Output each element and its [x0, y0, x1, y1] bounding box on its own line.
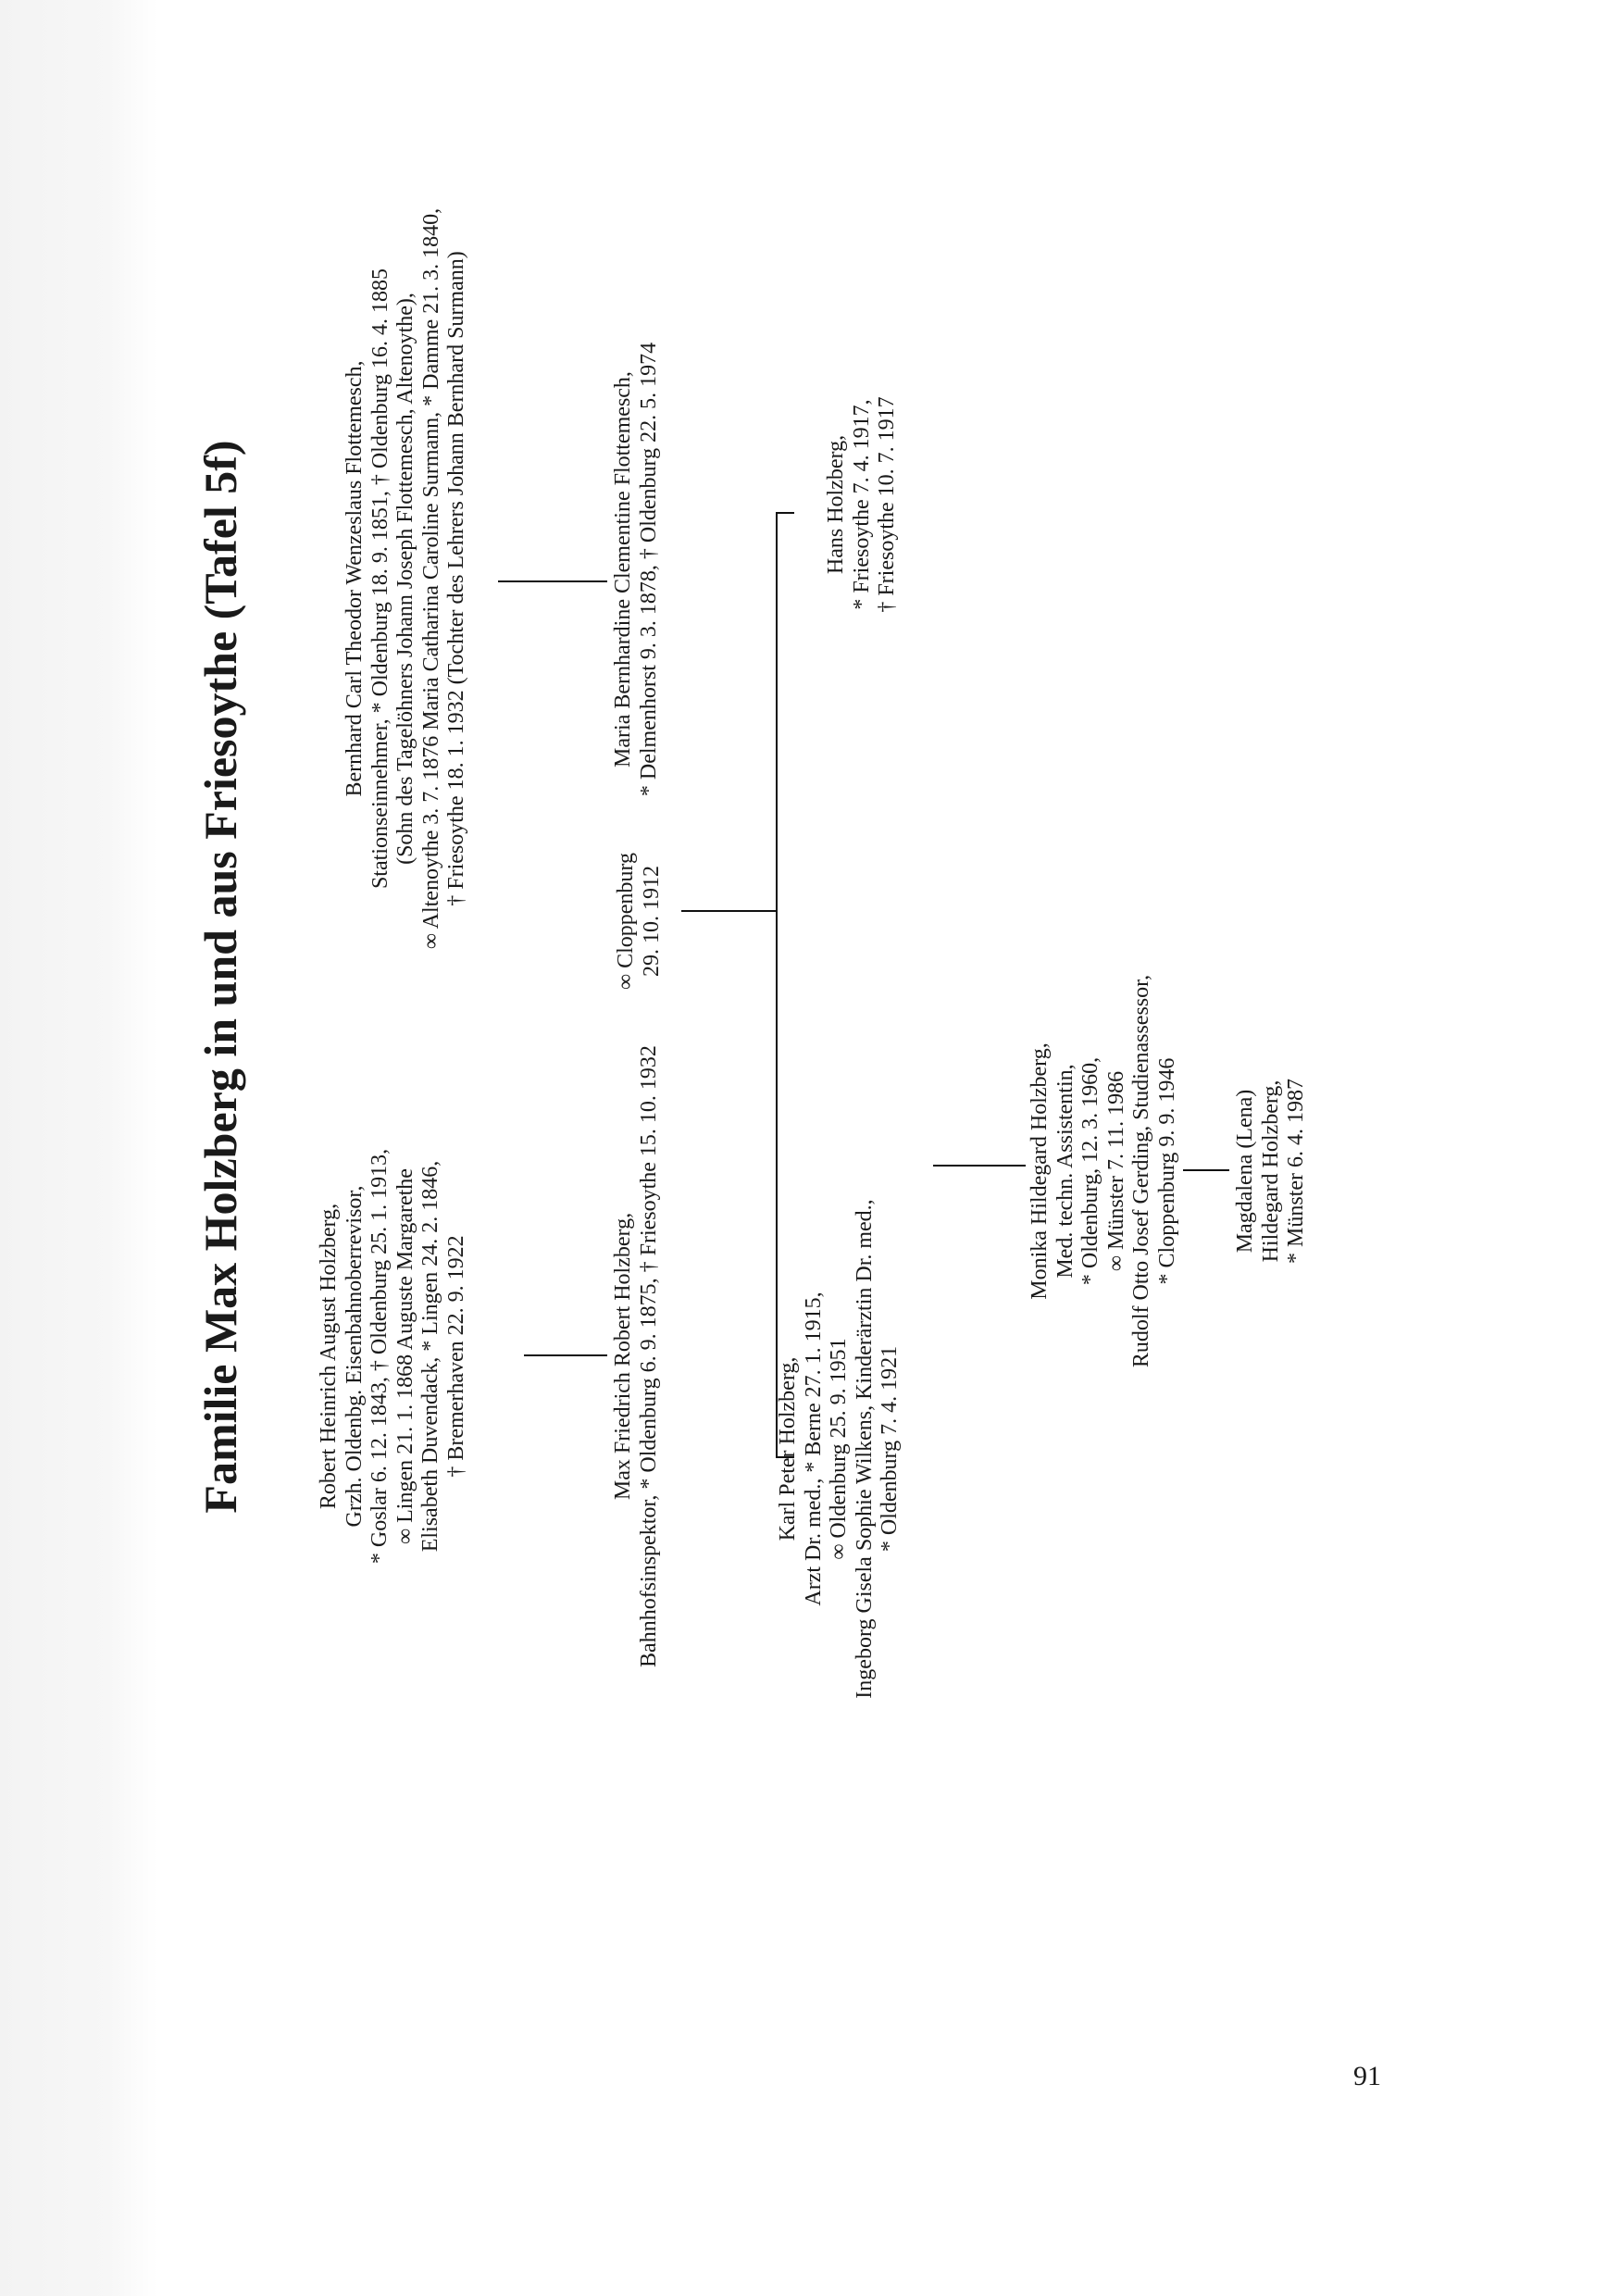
person-line: Monika Hildegard Holzberg, — [1028, 1042, 1052, 1300]
person-line: Max Friedrich Robert Holzberg, — [611, 1212, 635, 1501]
connector-karl-monika — [933, 1165, 1026, 1167]
person-line: Stationseinnehmer, * Oldenburg 18. 9. 1851, † Oldenburg 16. 4. 1885 — [367, 268, 392, 890]
page-number: 91 — [1353, 2061, 1381, 2091]
page-title: Familie Max Holzberg in und aus Friesoythe (Tafel 5f) — [194, 440, 246, 1514]
person-line: ∞ Altenoythe 3. 7. 1876 Maria Catharina Caroline Surmann, * Damme 21. 3. 1840, — [418, 207, 443, 950]
connector-robert-max — [524, 1354, 607, 1356]
person-line: * Oldenburg 7. 4. 1921 — [878, 1345, 902, 1553]
person-line: * Delmenhorst 9. 3. 1878, † Oldenburg 22. 5. 1974 — [636, 342, 661, 797]
person-line: † Friesoythe 18. 1. 1932 (Tochter des Lehrers Johann Bernhard Surmann) — [444, 251, 468, 906]
person-line: ∞ Oldenburg 25. 9. 1951 — [827, 1338, 851, 1560]
person-line: * Friesoythe 7. 4. 1917, — [849, 399, 874, 610]
person-line: Arzt Dr. med., * Berne 27. 1. 1915, — [801, 1292, 826, 1606]
family-tree — [194, 207, 1398, 1736]
person-line: † Bremerhaven 22. 9. 1922 — [443, 1235, 468, 1478]
connector-marriage-children — [681, 910, 776, 912]
person-karl-holzberg — [776, 1162, 903, 1736]
person-line: Med. techn. Assistentin, — [1053, 1064, 1078, 1279]
person-line: (Sohn des Tagelöhners Johann Joseph Flottemesch, Altenoythe), — [393, 293, 417, 865]
person-line: * Münster 6. 4. 1987 — [1284, 1079, 1308, 1264]
person-line: Hildegard Holzberg, — [1258, 1079, 1283, 1263]
person-magdalena-holzberg — [1233, 1032, 1310, 1310]
person-line: Grzh. Oldenbg. Eisenbahnoberrevisor, — [342, 1185, 367, 1528]
connector-bernhard-maria — [498, 580, 607, 582]
person-max-holzberg — [611, 977, 662, 1736]
person-line: Rudolf Otto Josef Gerding, Studienassessor, — [1129, 974, 1153, 1368]
scan-margin-shadow — [0, 0, 157, 2296]
person-line: Magdalena (Lena) — [1233, 1089, 1257, 1254]
person-hans-holzberg — [824, 384, 901, 625]
person-line: Elisabeth Duvendack, * Lingen 24. 2. 1846, — [418, 1160, 442, 1553]
person-robert-holzberg — [317, 977, 469, 1736]
person-line: † Friesoythe 10. 7. 1917 — [875, 396, 899, 613]
person-line: Ingeborg Gisela Sophie Wilkens, Kinderärztin Dr. med., — [852, 1199, 877, 1699]
person-bernhard-flottemesch — [343, 116, 470, 1042]
person-line: Bernhard Carl Theodor Wenzeslaus Flottemesch, — [343, 360, 367, 797]
person-line: Robert Heinrich August Holzberg, — [317, 1203, 341, 1510]
person-line: * Oldenburg, 12. 3. 1960, — [1078, 1056, 1102, 1286]
person-line: ∞ Lingen 21. 1. 1868 Auguste Margarethe — [392, 1168, 417, 1544]
person-line: Bahnhofsinspektor, * Oldenburg 6. 9. 1875, † Friesoythe 15. 10. 1932 — [636, 1045, 661, 1667]
person-line: ∞ Münster 7. 11. 1986 — [1103, 1070, 1128, 1272]
person-line: Karl Peter Holzberg, — [776, 1356, 800, 1541]
marriage-line: ∞ Cloppenburg — [614, 853, 638, 990]
person-monika-holzberg — [1028, 847, 1180, 1495]
person-line: Hans Holzberg, — [824, 434, 848, 575]
connector-monika-magdalena — [1183, 1169, 1229, 1171]
person-line: Maria Bernhardine Clementine Flottemesch, — [611, 371, 635, 767]
person-maria-flottemesch — [611, 236, 662, 903]
person-line: * Goslar 6. 12. 1843, † Oldenburg 25. 1. 1913, — [367, 1148, 392, 1565]
person-line: * Cloppenburg 9. 9. 1946 — [1154, 1057, 1179, 1285]
connector-to-hans — [776, 512, 794, 514]
marriage-line: 29. 10. 1912 — [639, 866, 664, 977]
